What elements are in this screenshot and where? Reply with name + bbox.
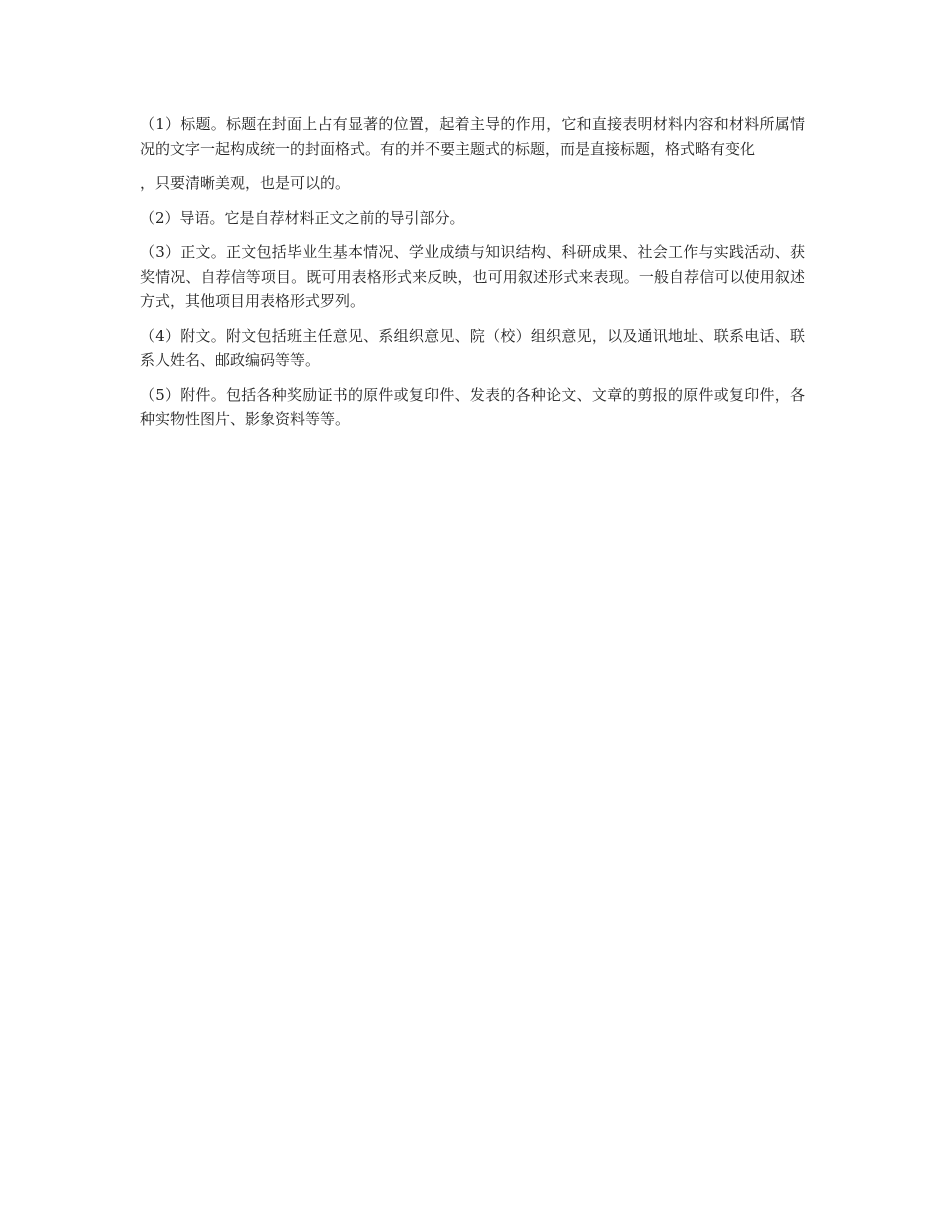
document-body [140,112,805,442]
paragraph-title-section: （1）标题。标题在封面上占有显著的位置，起着主导的作用，它和直接表明材料内容和材料所属情况的文字一起构成统一的封面格式。有的并不要主题式的标题，而是直接标题，格式略有变化 [140,115,805,158]
paragraph-attachments-section: （5）附件。包括各种奖励证书的原件或复印件、发表的各种论文、文章的剪报的原件或复印件，各种实物性图片、影象资料等等。 [140,385,805,428]
paragraph-body-section: （3）正文。正文包括毕业生基本情况、学业成绩与知识结构、科研成果、社会工作与实践活动、获奖情况、自荐信等项目。既可用表格形式来反映，也可用叙述形式来表现。一般自荐信可以使用叙述方式，其他项目用表格形式罗列。 [140,243,805,310]
paragraph-title-continuation: ，只要清晰美观，也是可以的。 [140,174,351,192]
paragraph-appendix-text-section: （4）附文。附文包括班主任意见、系组织意见、院（校）组织意见，以及通讯地址、联系电话、联系人姓名、邮政编码等等。 [140,326,805,369]
paragraph-lead-section: （2）导语。它是自荐材料正文之前的导引部分。 [140,208,465,227]
